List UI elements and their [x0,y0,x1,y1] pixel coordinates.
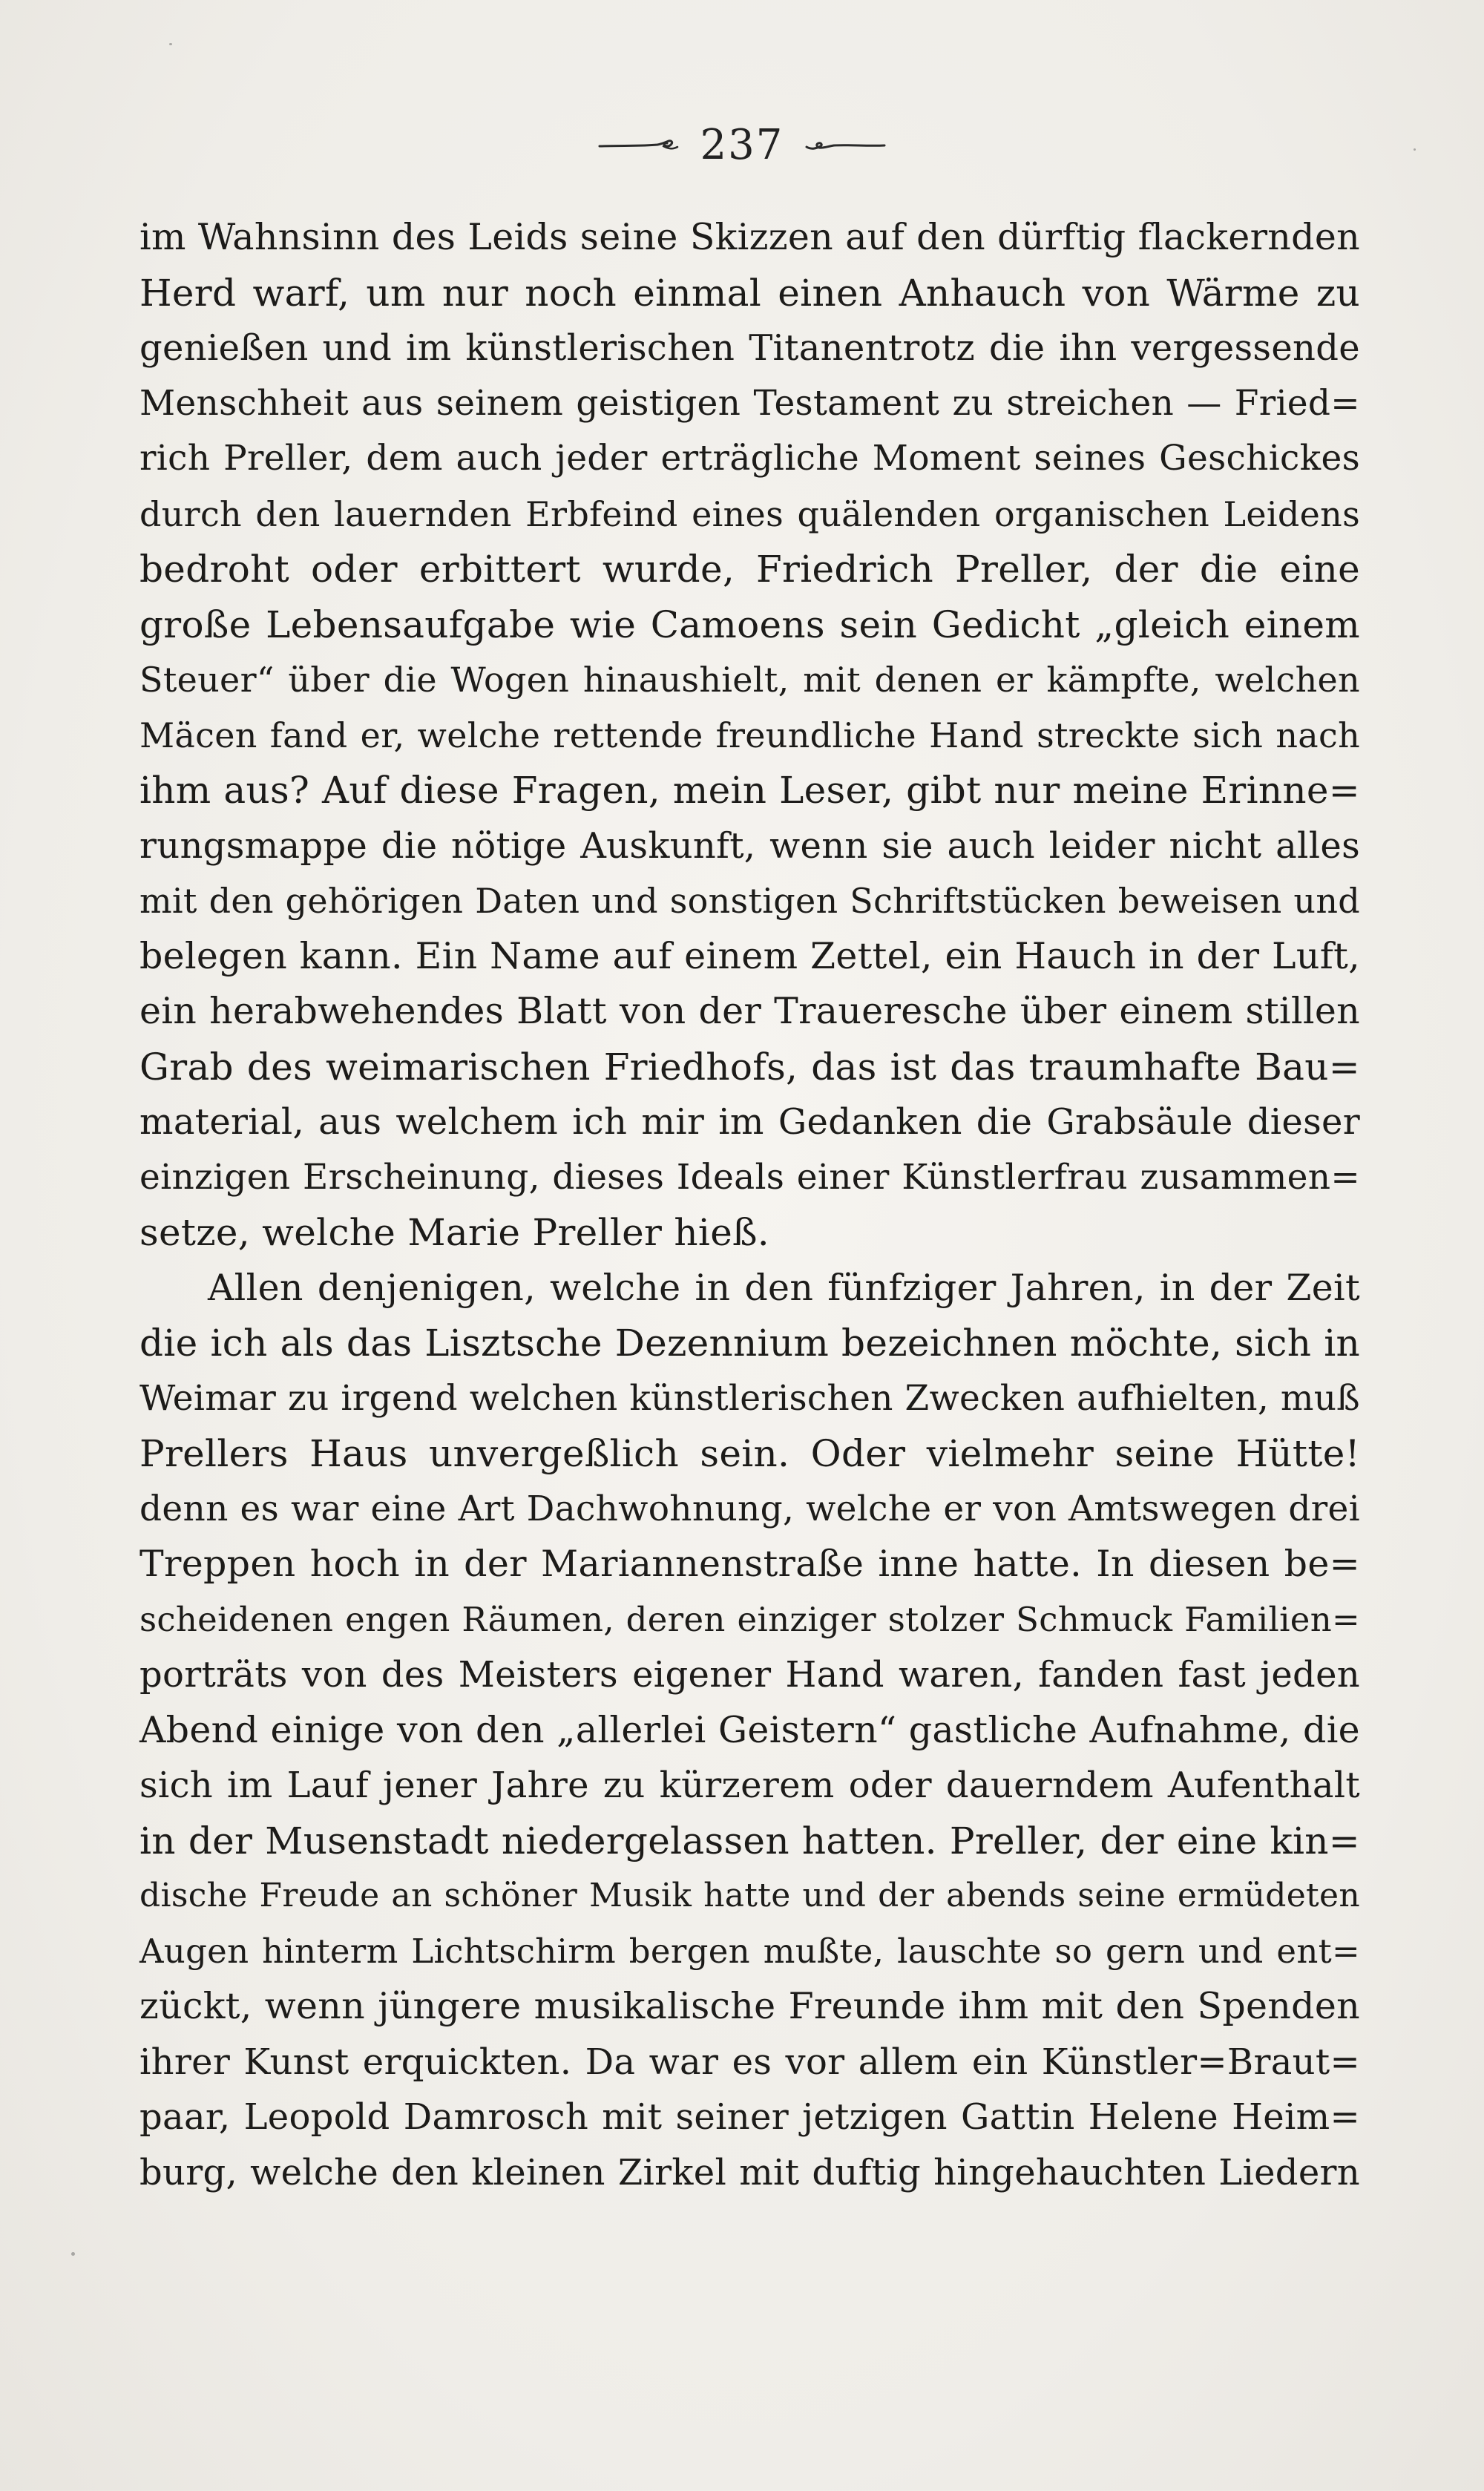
text-line: bedroht oder erbittert wurde, Friedrich Preller, der die eine [139,548,1360,591]
text-line: Prellers Haus unvergeßlich sein. Oder vielmehr seine Hütte! [139,1432,1360,1475]
text-line: porträts von des Meisters eigener Hand waren, fanden fast jeden [139,1654,1360,1696]
text-line: setze, welche Marie Preller hieß. [139,1211,769,1254]
text-line: dische Freude an schöner Musik hatte und der abends seine ermüdeten [139,1877,1360,1914]
text-line: die ich als das Lisztsche Dezennium bezeichnen möchte, sich in [139,1322,1360,1365]
text-line: belegen kann. Ein Name auf einem Zettel, ein Hauch in der Luft, [139,934,1360,977]
text-line: Treppen hoch in der Mariannenstraße inne hatte. In diesen be= [139,1543,1360,1585]
text-line: paar, Leopold Damrosch mit seiner jetzigen Gattin Helene Heim= [139,2096,1360,2138]
text-line: Weimar zu irgend welchen künstlerischen Zwecken aufhielten, muß [139,1377,1360,1419]
text-line: ihm aus? Auf diese Fragen, mein Leser, gibt nur meine Erinne= [139,769,1360,812]
text-line: in der Musenstadt niedergelassen hatten. Preller, der eine kin= [139,1819,1360,1862]
text-line: denn es war eine Art Dachwohnung, welche er von Amtswegen drei [139,1488,1360,1529]
text-line: rich Preller, dem auch jeder erträgliche Moment seines Geschickes [139,438,1360,479]
page-header [0,119,1484,171]
text-line: genießen und im künstlerischen Titanentrotz die ihn vergessende [139,327,1360,369]
text-line: Grab des weimarischen Friedhofs, das ist das traumhafte Bau= [139,1045,1360,1089]
text-line: Abend einige von den „allerlei Geistern“ gastliche Aufnahme, die [139,1708,1360,1751]
text-line: rungsmappe die nötige Auskunft, wenn sie auch leider nicht alles [139,824,1360,867]
text-line: ihrer Kunst erquickten. Da war es vor allem ein Künstler=Braut= [139,2041,1360,2083]
text-line: Allen denjenigen, welche in den fünfziger Jahren, in der Zeit [208,1266,1360,1309]
text-line: mit den gehörigen Daten und sonstigen Schriftstücken beweisen und [139,881,1360,921]
paper-speck [169,43,172,45]
text-line: Augen hinterm Lichtschirm bergen mußte, lauschte so gern und ent= [139,1931,1360,1971]
text-line: scheidenen engen Räumen, deren einziger stolzer Schmuck Familien= [139,1599,1360,1639]
paper-speck [1414,148,1416,151]
text-line: Herd warf, um nur noch einmal einen Anhauch von Wärme zu [139,271,1360,315]
text-line: durch den lauernden Erbfeind eines quälenden organischen Leidens [139,493,1360,534]
text-line: einzigen Erscheinung, dieses Ideals einer Künstlerfrau zusammen= [139,1156,1360,1198]
flourish-left-icon [598,134,680,156]
page-number: 237 [700,120,784,169]
text-line: Menschheit aus seinem geistigen Testament zu streichen — Fried= [139,382,1360,424]
text-line: sich im Lauf jener Jahre zu kürzerem oder dauerndem Aufenthalt [139,1765,1360,1806]
text-line: material, aus welchem ich mir im Gedanken die Grabsäule dieser [139,1101,1360,1143]
text-line: zückt, wenn jüngere musikalische Freunde ihm mit den Spenden [139,1985,1360,2027]
text-line: im Wahnsinn des Leids seine Skizzen auf den dürftig flackernden [139,216,1360,258]
text-line: Mäcen fand er, welche rettende freundliche Hand streckte sich nach [139,715,1360,755]
text-line: Steuer“ über die Wogen hinaushielt, mit denen er kämpfte, welchen [139,660,1360,700]
text-line: ein herabwehendes Blatt von der Traueresche über einem stillen [139,990,1360,1032]
text-line: große Lebensaufgabe wie Camoens sein Gedicht „gleich einem [139,603,1360,646]
paper-speck [71,2252,75,2256]
body-text [139,210,1360,2200]
text-line: burg, welche den kleinen Zirkel mit duftig hingehauchten Liedern [139,2151,1360,2193]
flourish-right-icon [804,134,886,156]
